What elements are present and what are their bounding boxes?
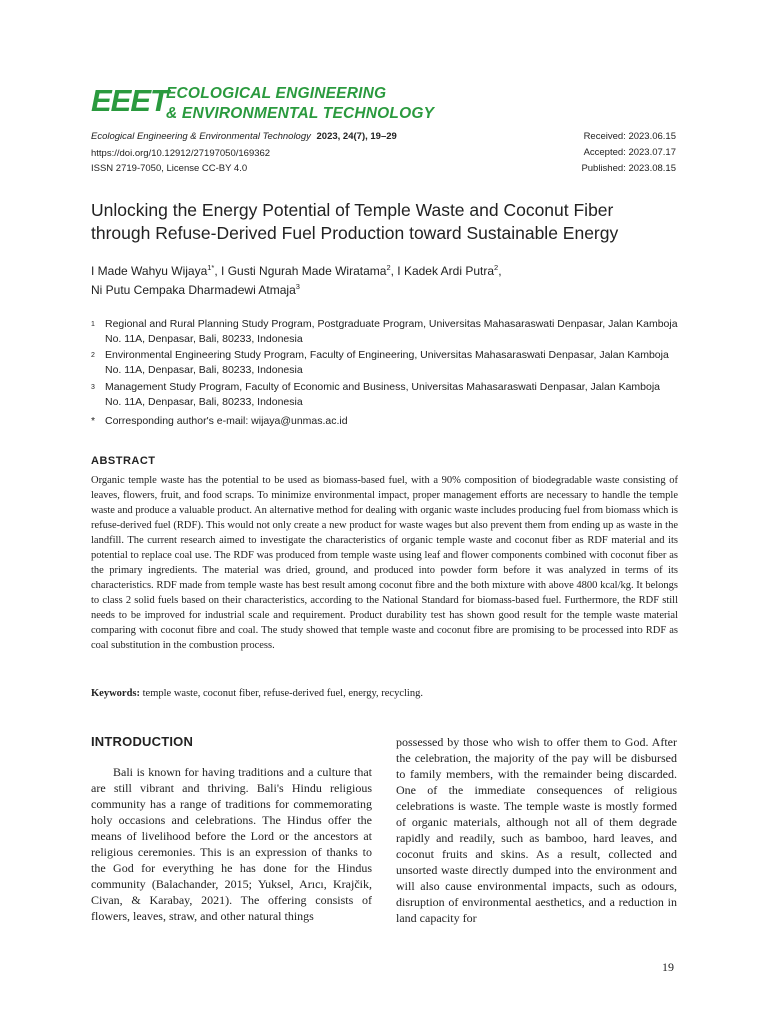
affiliation-item: [91, 348, 679, 378]
body-text-left-column: Bali is known for having traditions and a culture that are still vibrant and thriving. Bali's Hindu religious community has a range of traditions for commemorating holy occasions and celebrations. The Hindus offer the means of livelihood before the Lord or the ancestors at religious ceremonies. This is an expression of thanks to the God for everything he has done for the Hindus community (Balachander, 2015; Yuksel, Arıcı, Krajčik, Civan, & Karabay, 2021). The offering consists of flowers, leaves, straw, and other natural things: [91, 765, 372, 923]
journal-name-line2: & ENVIRONMENTAL TECHNOLOGY: [166, 105, 435, 122]
published-date: Published: 2023.08.15: [581, 163, 676, 174]
body-text-right-column: possessed by those who wish to offer them to God. After the celebration, the majority of the pay will be disbursed to family members, with the remainder being discarded. One of the immediate consequences of religious celebrations is waste. The temple waste is mostly formed of organic materials, although not all of them degrade rapidly and readily, such as bamboo, hard leaves, and coconut fruits and skins. As a result, collected and unsorted waste directly dumped into the environment and will also cause environmental impacts, such as odours, disruption of environmental aesthetics, and a reduction in land capacity for: [396, 735, 677, 925]
author-name: Ni Putu Cempaka Dharmadewi Atmaja: [91, 283, 296, 297]
author-affiliation-mark: 3: [295, 282, 300, 291]
accepted-date: Accepted: 2023.07.17: [583, 147, 676, 158]
affiliation-text: Management Study Program, Faculty of Economic and Business, Universitas Mahasaraswati Denpasar, Jalan Kamboja No. 11A, Denpasar, Bali, 80233, Indonesia: [105, 381, 661, 408]
doi-link[interactable]: https://doi.org/10.12912/27197050/169362: [91, 148, 271, 159]
paper-title: [91, 199, 691, 245]
issn-license: ISSN 2719-7050, License CC-BY 4.0: [91, 163, 248, 174]
citation-line: [91, 131, 397, 142]
affiliation-text: Environmental Engineering Study Program, Faculty of Engineering, Universitas Mahasaraswati Denpasar, Jalan Kamboja No. 11A, Denpasar, Bali, 80233, Indonesia: [105, 349, 669, 376]
journal-name-line1: ECOLOGICAL ENGINEERING: [166, 85, 387, 102]
page-number: 19: [662, 960, 674, 974]
affiliation-number: 1: [91, 321, 95, 328]
citation-details: 2023, 24(7), 19–29: [316, 131, 397, 142]
affiliation-number: 3: [91, 384, 95, 391]
affiliation-item: [91, 317, 679, 347]
journal-logo: EEET: [91, 83, 168, 118]
abstract-heading: ABSTRACT: [91, 455, 156, 467]
author-affiliation-mark: 2: [494, 263, 499, 272]
corresponding-mark: *: [91, 415, 96, 427]
citation-journal: Ecological Engineering & Environmental Technology: [91, 131, 311, 142]
corresponding-author: [91, 414, 679, 429]
author-name: I Kadek Ardi Putra: [397, 264, 495, 278]
affiliation-item: [91, 380, 679, 410]
author-affiliation-mark: 1*: [207, 263, 215, 272]
author-name: I Gusti Ngurah Made Wiratama: [221, 264, 387, 278]
author-list: I Made Wahyu Wijaya$^{1*}$, I Gusti Ngurah Made Wiratama$^2$, I Kadek Ardi Putra$^2$, Ni Putu Cempaka Dharmadewi Atmaja$^3$: [91, 263, 502, 297]
journal-name: [166, 84, 434, 124]
affiliation-number: 2: [91, 352, 95, 359]
paper-title-line2: through Refuse-Derived Fuel Production toward Sustainable Energy: [91, 223, 619, 243]
keywords: [91, 686, 678, 701]
corresponding-email: Corresponding author's e-mail: wijaya@unmas.ac.id: [105, 415, 348, 427]
received-date: Received: 2023.06.15: [583, 131, 676, 142]
affiliation-text: Regional and Rural Planning Study Program, Postgraduate Program, Universitas Mahasaraswati Denpasar, Jalan Kamboja No. 11A, Denpasar, Bali, 80233, Indonesia: [105, 318, 678, 345]
keywords-text: temple waste, coconut fiber, refuse-derived fuel, energy, recycling.: [142, 688, 423, 699]
abstract-text: Organic temple waste has the potential to be used as biomass-based fuel, with a 90% composition of biodegradable waste consisting of leaves, flowers, fruit, and food scraps. To minimize environmental impact, proper management efforts are necessary to handle the temple waste and produce a valuable product. An alternative method for dealing with organic waste includes producing fuel from biomass which is refuse-derived fuel (RDF). This would not only create a new product for waste wages but also prevent them from ending up as waste in the landfill. The current research aimed to investigate the characteristics of organic temple waste and coconut fiber as RDF material and its potential to replace coal use. The RDF was produced from temple waste using leaf and flower components combined with coconut fiber as the primary ingredients. The material was dried, ground, and produced into powder form before it was analyzed in terms of its characteristics. RDF made from temple waste has best result among coconut fibre and the both mixture with above 4800 kcal/kg. It belongs to class 2 solid fuels based on their characteristics, according to the National Standard for biomass-based fuel. Furthermore, the RDF still needs to be improved for industrial scale and requirement. Product durability test has shown good result for the temple waste material comparing with coconut fibre and coal. The study showed that temple waste and coconut fibre are promising to be processed into RDF as coal substitution in the combustion process.: [91, 475, 678, 651]
keywords-label: Keywords:: [91, 688, 140, 699]
author-name: I Made Wahyu Wijaya: [91, 264, 208, 278]
section-heading-introduction: INTRODUCTION: [91, 734, 194, 749]
author-affiliation-mark: 2: [386, 263, 391, 272]
paper-title-line1: Unlocking the Energy Potential of Temple Waste and Coconut Fiber: [91, 200, 614, 220]
